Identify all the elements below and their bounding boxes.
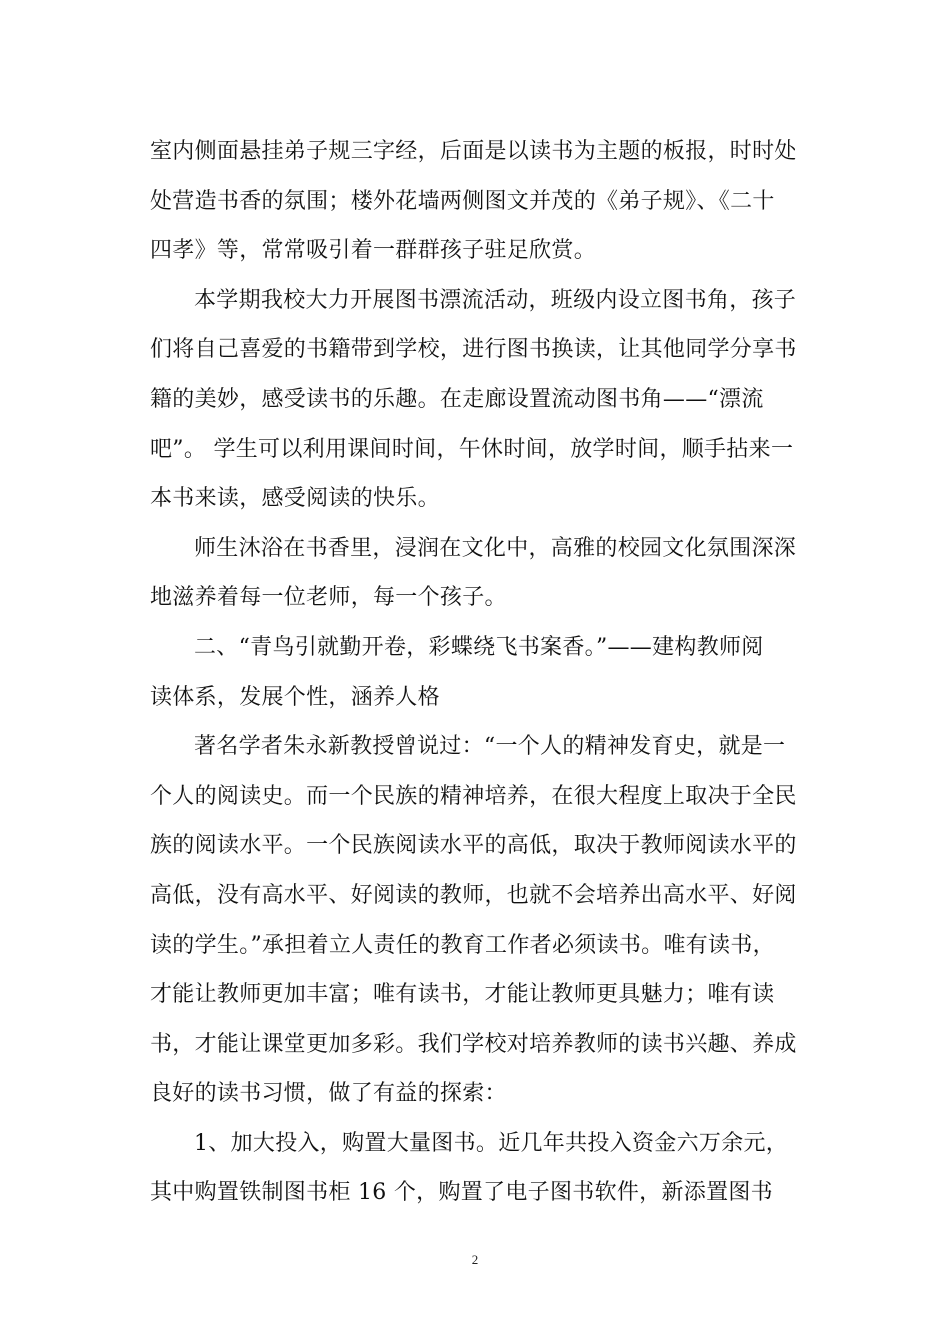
page-number: 2 xyxy=(471,1252,479,1267)
text-line: 籍的美妙，感受读书的乐趣。在走廊设置流动图书角——“漂流 xyxy=(150,386,764,412)
text-line: 四孝》等，常常吸引着一群群孩子驻足欣赏。 xyxy=(150,238,597,264)
text-line: 处营造书香的氛围；楼外花墙两侧图文并茂的《弟子规》、《二十 xyxy=(150,188,775,214)
text-line: 个人的阅读史。而一个民族的精神培养，在很大程度上取决于全民 xyxy=(150,783,797,809)
text-line: 地滋养着每一位老师，每一个孩子。 xyxy=(150,585,507,611)
text-line: 其中购置铁制图书柜 16 个，购置了电子图书软件，新添置图书 xyxy=(150,1180,773,1206)
text-line: 良好的读书习惯，做了有益的探索： xyxy=(150,1081,507,1107)
body-text xyxy=(150,127,800,1218)
paragraph-first-line: 本学期我校大力开展图书漂流活动，班级内设立图书角，孩子 xyxy=(194,287,797,313)
section-heading: 二、“青鸟引就勤开卷，彩蝶绕飞书案香。”——建构教师阅 xyxy=(194,634,764,660)
text-line: 室内侧面悬挂弟子规三字经，后面是以读书为主题的板报，时时处 xyxy=(150,139,797,164)
text-line: 高低，没有高水平、好阅读的教师，也就不会培养出高水平、好阅 xyxy=(150,882,797,908)
text-line: 族的阅读水平。一个民族阅读水平的高低，取决于教师阅读水平的 xyxy=(150,833,797,859)
paragraph-first-line: 师生沐浴在书香里，浸润在文化中，高雅的校园文化氛围深深 xyxy=(194,535,797,561)
paragraph-first-line: 著名学者朱永新教授曾说过：“一个人的精神发育史，就是一 xyxy=(194,734,786,760)
text-line: 才能让教师更加丰富；唯有读书，才能让教师更具魅力；唯有读 xyxy=(150,982,775,1008)
text-line: 们将自己喜爱的书籍带到学校，进行图书换读，让其他同学分享书 xyxy=(150,337,797,363)
text-line: 书，才能让课堂更加多彩。我们学校对培养教师的读书兴趣、养成 xyxy=(150,1031,797,1057)
section-heading-continued: 读体系，发展个性，涵养人格 xyxy=(150,684,440,710)
paragraph-first-line: 1、加大投入，购置大量图书。近几年共投入资金六万余元， xyxy=(194,1130,789,1156)
text-line: 吧”。 学生可以利用课间时间，午休时间，放学时间，顺手拈来一 xyxy=(150,436,794,462)
text-line: 本书来读，感受阅读的快乐。 xyxy=(150,486,440,512)
text-line: 读的学生。”承担着立人责任的教育工作者必须读书。唯有读书， xyxy=(150,932,775,958)
